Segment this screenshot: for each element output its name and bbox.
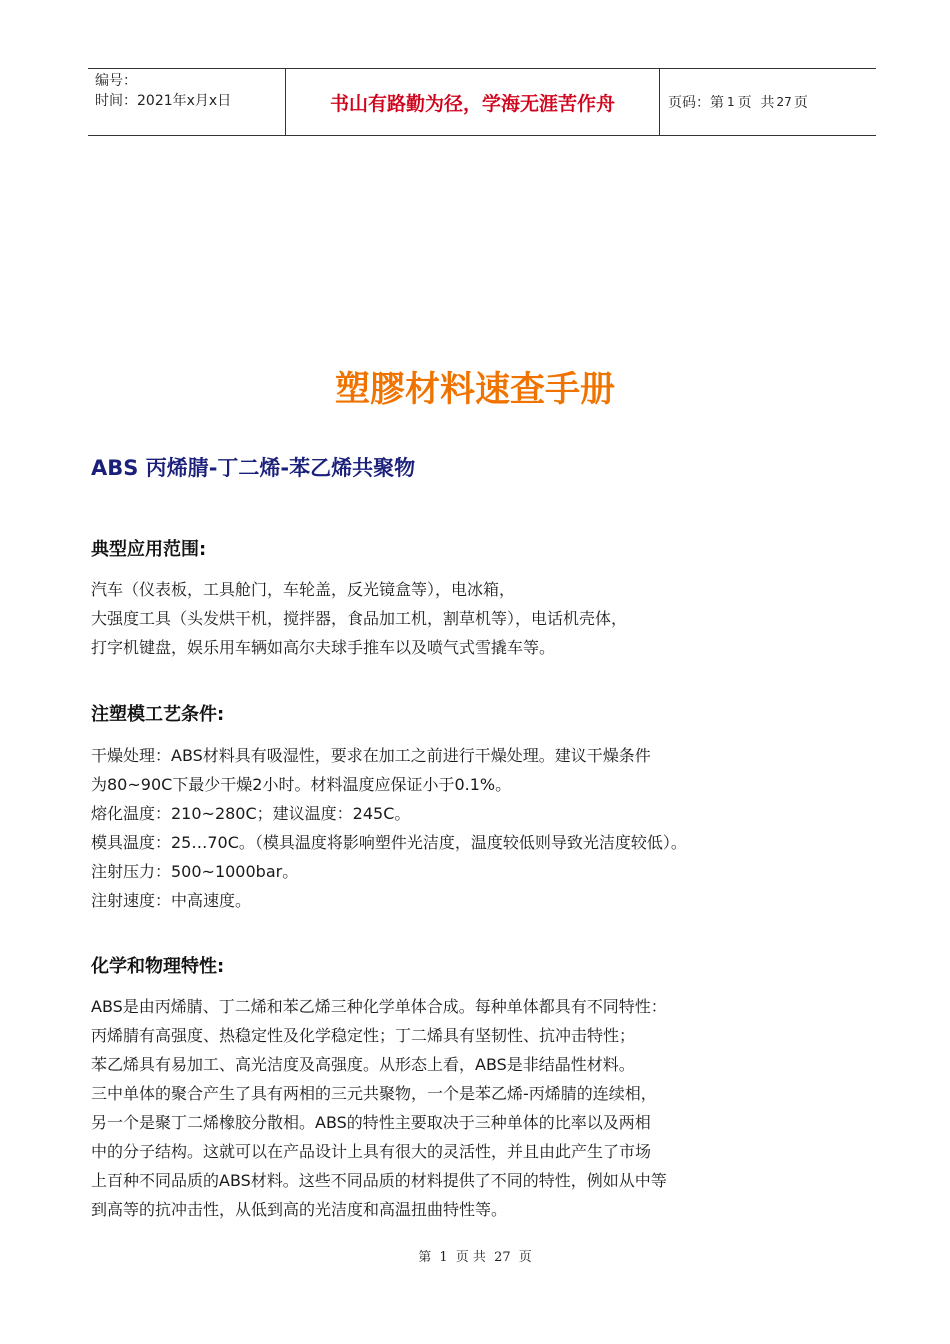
page-mid: 页 共: [737, 95, 775, 111]
section-body-properties: [91, 992, 667, 1224]
footer-prefix: 第: [418, 1250, 432, 1265]
text-line: 汽车（仪表板，工具舱门，车轮盖，反光镜盒等），电冰箱，: [91, 580, 516, 599]
text-line: 到高等的抗冲击性，从低到高的光洁度和高温扭曲特性等。: [91, 1200, 508, 1219]
page-suffix: 页: [793, 95, 808, 111]
text-line: 苯乙烯具有易加工、高光洁度及高强度。从形态上看，ABS是非结晶性材料。: [91, 1055, 635, 1074]
document-title: 塑膠材料速查手册: [334, 370, 615, 410]
text-line: 大强度工具（头发烘干机，搅拌器，食品加工机，割草机等），电话机壳体，: [91, 609, 628, 628]
text-line: 上百种不同品质的ABS材料。这些不同品质的材料提供了不同的特性，例如从中等: [91, 1171, 667, 1190]
header-page-info: [660, 69, 876, 135]
text-line: 三中单体的聚合产生了具有两相的三元共聚物，一个是苯乙烯-丙烯腈的连续相，: [91, 1084, 657, 1103]
section-body-applications: [91, 575, 627, 662]
serial-label: 编号：: [95, 73, 137, 89]
text-line: 打字机键盘，娱乐用车辆如高尔夫球手推车以及喷气式雪撬车等。: [91, 638, 556, 657]
footer-current: 1: [439, 1250, 448, 1265]
text-line: 注射速度：中高速度。: [91, 891, 252, 910]
text-line: 模具温度：25…70C。（模具温度将影响塑件光洁度，温度较低则导致光洁度较低）。: [91, 833, 687, 852]
section-body-molding: [91, 741, 687, 915]
text-line: 注射压力：500~1000bar。: [91, 862, 299, 881]
footer-total: 27: [494, 1250, 511, 1265]
page-current: 1: [727, 95, 735, 109]
section-heading-properties: 化学和物理特性:: [91, 956, 225, 977]
page-prefix: 页码：第: [668, 95, 724, 111]
text-line: ABS是由丙烯腈、丁二烯和苯乙烯三种化学单体合成。每种单体都具有不同特性：: [91, 997, 667, 1016]
text-line: 另一个是聚丁二烯橡胶分散相。ABS的特性主要取决于三种单体的比率以及两相: [91, 1113, 651, 1132]
header-meta: [88, 69, 286, 135]
header-motto: 书山有路勤为径，学海无涯苦作舟: [286, 69, 660, 135]
footer-mid: 页 共: [455, 1250, 486, 1265]
text-line: 中的分子结构。这就可以在产品设计上具有很大的灵活性，并且由此产生了市场: [91, 1142, 652, 1161]
page-total: 27: [776, 95, 792, 109]
page-header: [88, 68, 876, 136]
page-footer: [0, 1246, 950, 1265]
date-label: 时间：2021年x月x日: [95, 93, 232, 109]
section-heading-molding: 注塑模工艺条件:: [91, 704, 225, 725]
text-line: 丙烯腈有高强度、热稳定性及化学稳定性；丁二烯具有坚韧性、抗冲击特性；: [91, 1026, 636, 1045]
text-line: 干燥处理：ABS材料具有吸湿性，要求在加工之前进行干燥处理。建议干燥条件: [91, 746, 651, 765]
footer-suffix: 页: [518, 1250, 532, 1265]
text-line: 熔化温度：210~280C；建议温度：245C。: [91, 804, 411, 823]
section-heading-applications: 典型应用范围:: [91, 539, 207, 560]
text-line: 为80~90C下最少干燥2小时。材料温度应保证小于0.1%。: [91, 775, 512, 794]
material-subtitle: ABS 丙烯腈-丁二烯-苯乙烯共聚物: [91, 456, 416, 480]
